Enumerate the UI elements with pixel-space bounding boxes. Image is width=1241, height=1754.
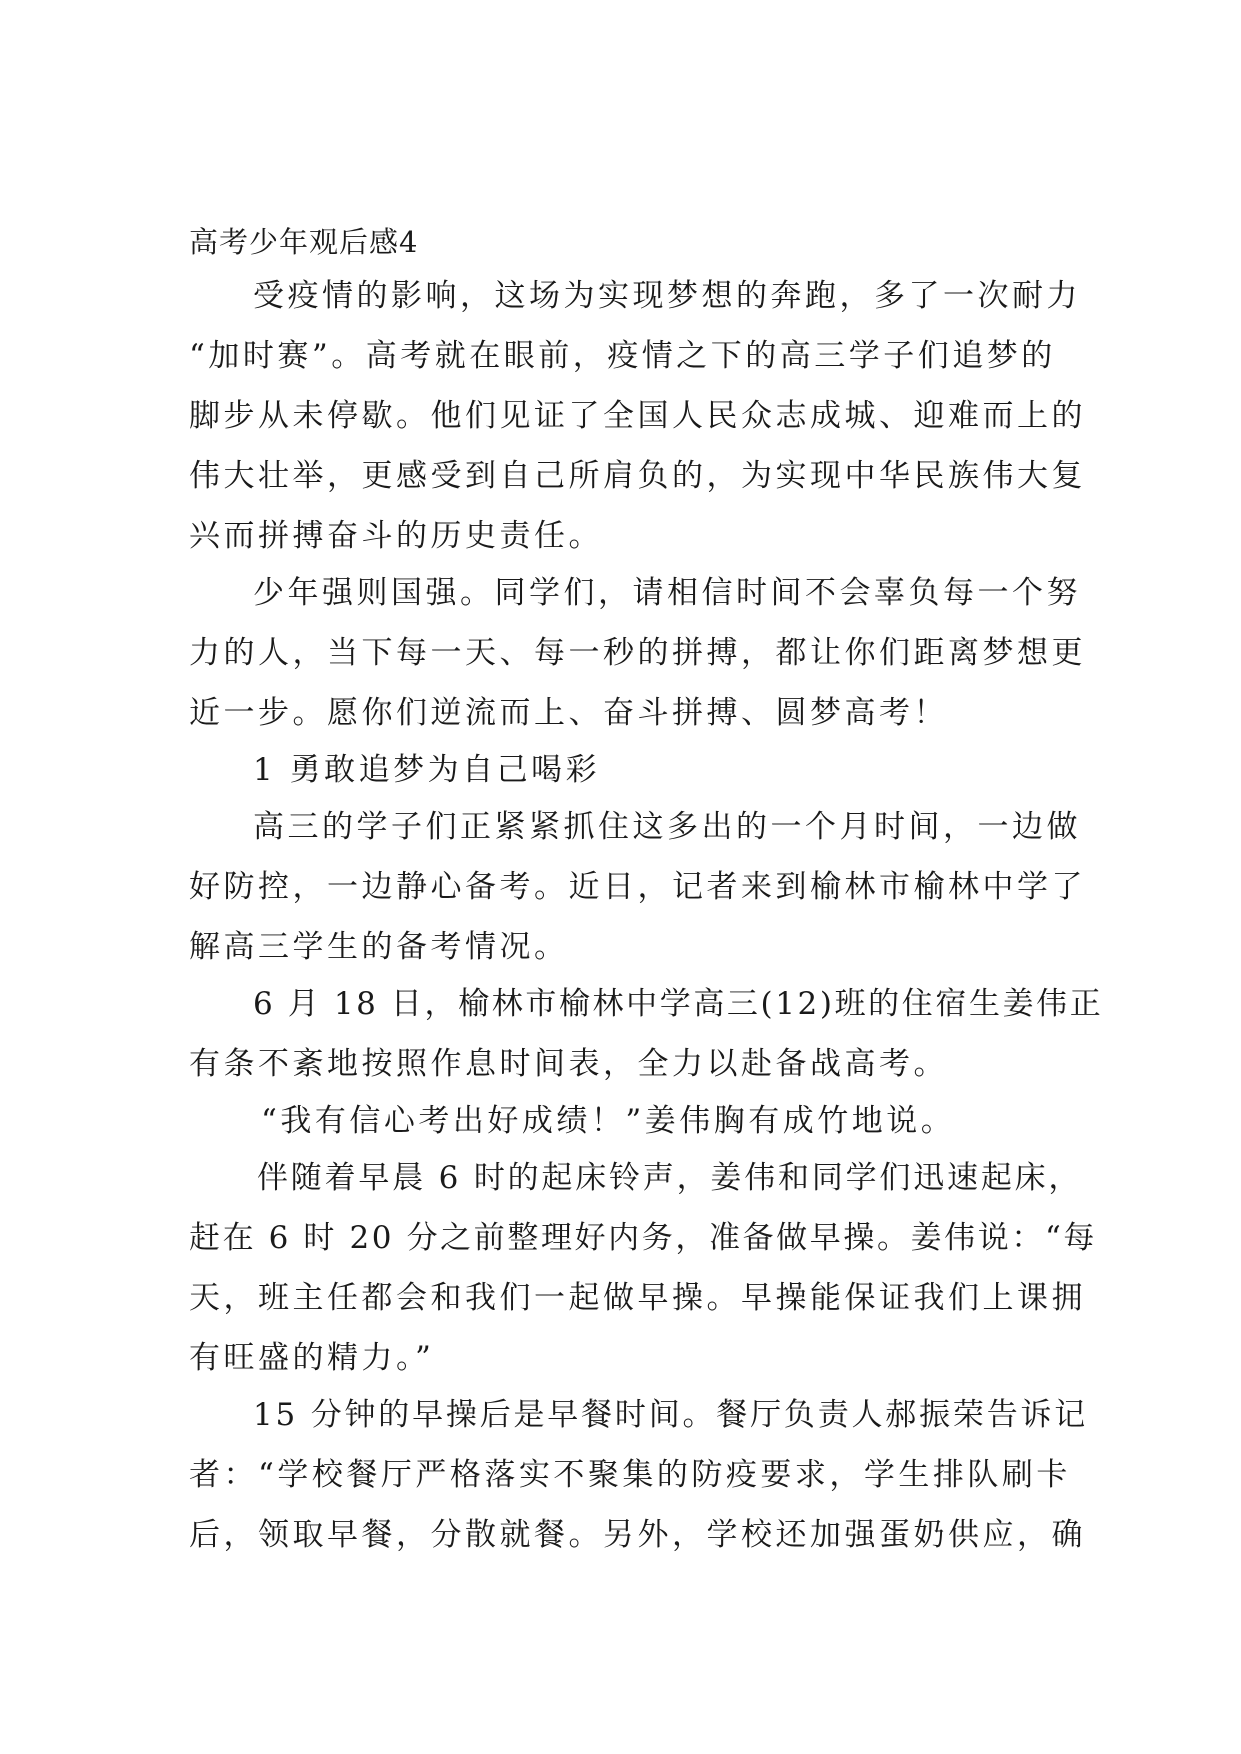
paragraph-line: 赶在 6 时 20 分之前整理好内务，准备做早操。姜伟说：“每 (189, 1220, 1098, 1256)
paragraph-line: 高三的学子们正紧紧抓住这多出的一个月时间，一边做 (253, 809, 1081, 845)
paragraph-line: 有旺盛的精力。” (189, 1340, 435, 1376)
paragraph-line: 解高三学生的备考情况。 (189, 929, 569, 965)
paragraph-line: 好防控，一边静心备考。近日，记者来到榆林市榆林中学了 (189, 869, 1086, 905)
document-title: 高考少年观后感4 (189, 225, 419, 259)
paragraph-line: 15 分钟的早操后是早餐时间。餐厅负责人郝振荣告诉记 (253, 1397, 1089, 1433)
paragraph-line: 脚步从未停歇。他们见证了全国人民众志成城、迎难而上的 (189, 398, 1086, 434)
section-heading: 1 勇敢追梦为自己喝彩 (253, 752, 601, 788)
paragraph-line: 力的人，当下每一天、每一秒的拼搏，都让你们距离梦想更 (189, 635, 1086, 671)
paragraph-line: 受疫情的影响，这场为实现梦想的奔跑，多了一次耐力 (253, 278, 1081, 314)
paragraph-line: 近一步。愿你们逆流而上、奋斗拼搏、圆梦高考！ (189, 695, 948, 731)
paragraph-line: 伟大壮举，更感受到自己所肩负的，为实现中华民族伟大复 (189, 458, 1086, 494)
paragraph-line: 伴随着早晨 6 时的起床铃声，姜伟和同学们迅速起床， (257, 1160, 1083, 1196)
paragraph-line: 天，班主任都会和我们一起做早操。早操能保证我们上课拥 (189, 1280, 1086, 1316)
paragraph-line: 有条不紊地按照作息时间表，全力以赴备战高考。 (189, 1046, 948, 1082)
paragraph-line: 6 月 18 日，榆林市榆林中学高三(12)班的住宿生姜伟正 (253, 986, 1104, 1022)
paragraph-line: 者：“学校餐厅严格落实不聚集的防疫要求，学生排队刷卡 (189, 1457, 1071, 1493)
paragraph-line: 少年强则国强。同学们，请相信时间不会辜负每一个努 (253, 575, 1081, 611)
paragraph-line: 兴而拼搏奋斗的历史责任。 (189, 518, 603, 554)
paragraph-line: “我有信心考出好成绩！”姜伟胸有成竹地说。 (261, 1103, 956, 1139)
paragraph-line: “加时赛”。高考就在眼前，疫情之下的高三学子们追梦的 (189, 338, 1056, 374)
paragraph-line: 后，领取早餐，分散就餐。另外，学校还加强蛋奶供应，确 (189, 1517, 1086, 1553)
